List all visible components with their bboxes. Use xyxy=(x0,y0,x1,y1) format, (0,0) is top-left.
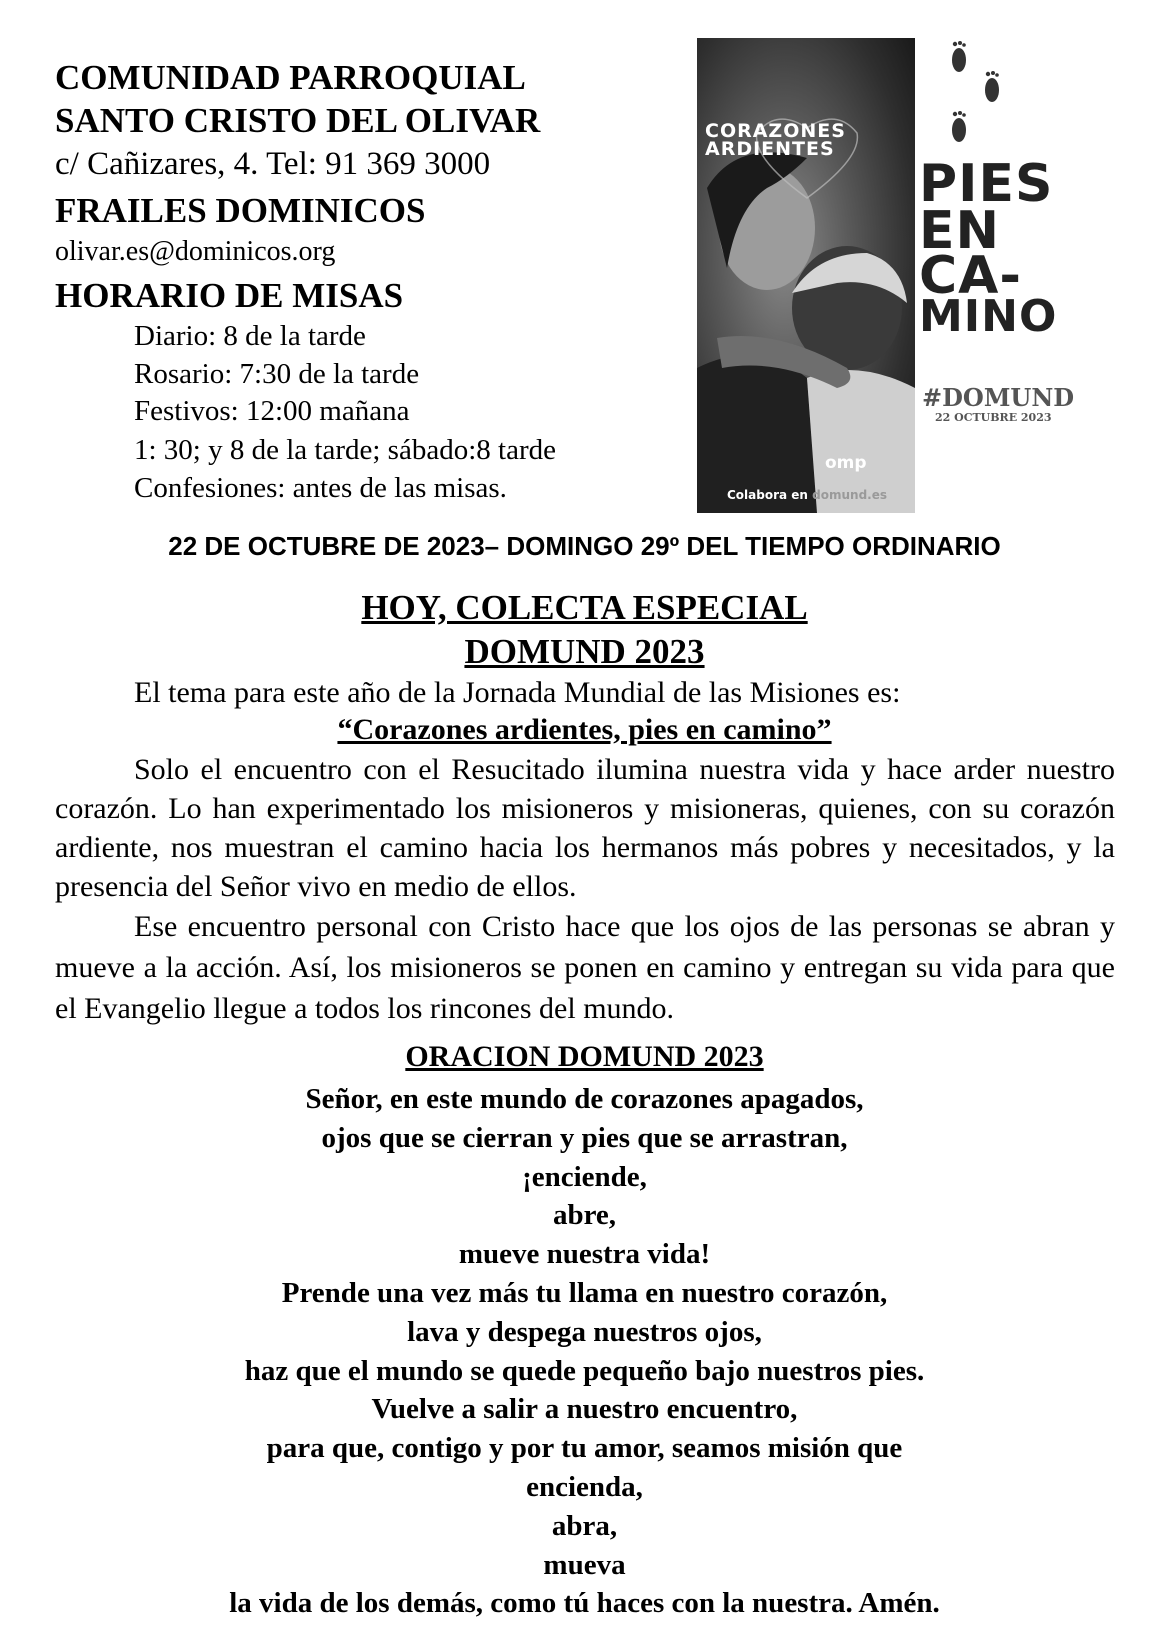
schedule-item-rosary: Rosario: 7:30 de la tarde xyxy=(134,358,420,390)
collection-title: HOY, COLECTA ESPECIAL xyxy=(361,588,808,627)
prayer-text xyxy=(0,1080,1169,1623)
omp-logo: omp xyxy=(825,453,867,473)
prayer-line: para que, contigo y por tu amor, seamos misión que xyxy=(266,1432,903,1465)
parish-name-line1: COMUNIDAD PARROQUIAL xyxy=(55,58,526,97)
slogan-line2: EN xyxy=(919,201,1001,261)
theme-intro: El tema para este año de la Jornada Mundial de las Misiones es: xyxy=(134,676,901,709)
footprints-icon xyxy=(937,38,1027,158)
poster-title-line2: ARDIENTES xyxy=(705,138,835,160)
prayer-title: ORACION DOMUND 2023 xyxy=(405,1040,764,1073)
paragraph-1: Solo el encuentro con el Resucitado ilumina nuestra vida y hace arder nuestro corazón. Lo han experimentado los misioneros y misioneras, quienes, con su corazón ardiente, nos muestran el camino hacia los hermanos más pobres y necesitados, y la presencia del Señor vivo en medio de ellos. xyxy=(55,753,1115,903)
prayer-line: mueve nuestra vida! xyxy=(458,1238,711,1271)
prayer-line: mueva xyxy=(543,1548,626,1581)
poster-colabora xyxy=(727,488,887,502)
prayer-line: lava y despega nuestros ojos, xyxy=(407,1315,762,1348)
colabora-prefix: Colabora en xyxy=(727,488,808,502)
schedule-item-holidays: Festivos: 12:00 mañana xyxy=(134,395,410,427)
schedule-title: HORARIO DE MISAS xyxy=(55,276,404,315)
embrace-photo-illustration xyxy=(697,38,915,513)
collection-subtitle: DOMUND 2023 xyxy=(464,632,705,671)
paragraph-2: Ese encuentro personal con Cristo hace que los ojos de las personas se abran y mueve a la acción. Así, los misioneros se ponen en camino y entregan su vida para que el Evangelio llegue a todos los rincones del mundo. xyxy=(55,910,1115,1025)
slogan-line4: MINO xyxy=(919,291,1058,342)
order-name: FRAILES DOMINICOS xyxy=(55,191,426,230)
poster-date: 22 OCTUBRE 2023 xyxy=(935,411,1052,424)
prayer-line: abre, xyxy=(552,1199,617,1232)
poster-hashtag: #DOMUND xyxy=(922,383,1075,412)
prayer-line: Prende una vez más tu llama en nuestro corazón, xyxy=(281,1276,888,1309)
prayer-line: ojos que se cierran y pies que se arrastran, xyxy=(321,1121,848,1154)
poster-photo xyxy=(697,38,915,513)
prayer-line: ¡enciende, xyxy=(522,1160,647,1193)
prayer-line: abra, xyxy=(551,1509,618,1542)
slogan-line3: CA- xyxy=(919,246,1022,306)
schedule-item-confessions: Confesiones: antes de las misas. xyxy=(134,472,507,504)
theme-quote: “Corazones ardientes, pies en camino” xyxy=(337,713,832,746)
slogan-line1: PIES xyxy=(919,154,1054,214)
colabora-site: domund.es xyxy=(812,488,888,502)
prayer-line: haz que el mundo se quede pequeño bajo nuestros pies. xyxy=(244,1354,925,1387)
poster-title-line1: CORAZONES xyxy=(705,120,846,142)
date-line: 22 DE OCTUBRE DE 2023– DOMINGO 29º DEL TIEMPO ORDINARIO xyxy=(168,531,1001,561)
parish-email[interactable]: olivar.es@dominicos.org xyxy=(55,236,336,267)
schedule-item-daily: Diario: 8 de la tarde xyxy=(134,320,366,352)
domund-poster xyxy=(697,38,1127,513)
schedule-item-afternoon: 1: 30; y 8 de la tarde; sábado:8 tarde xyxy=(134,434,556,466)
prayer-line: Señor, en este mundo de corazones apagados, xyxy=(305,1083,864,1115)
parish-name-line2: SANTO CRISTO DEL OLIVAR xyxy=(55,101,541,140)
paragraph-encounter xyxy=(55,750,1115,906)
prayer-line: la vida de los demás, como tú haces con la nuestra. Amén. xyxy=(229,1587,940,1620)
paragraph-mission xyxy=(55,906,1115,1029)
prayer-line: encienda, xyxy=(526,1470,643,1503)
prayer-line: Vuelve a salir a nuestro encuentro, xyxy=(371,1393,798,1426)
parish-address: c/ Cañizares, 4. Tel: 91 369 3000 xyxy=(55,146,491,182)
